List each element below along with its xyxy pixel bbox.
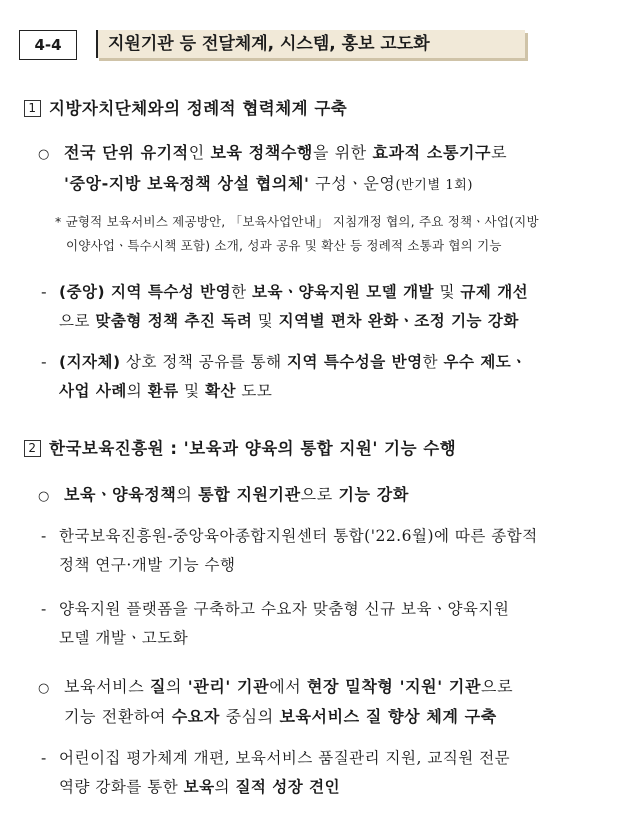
text: 의 — [176, 485, 199, 504]
dash-bullet: - — [41, 600, 47, 618]
text-bold: 질 — [149, 677, 167, 696]
text-bold: 지역별 편차 완화ㆍ조정 기능 강화 — [278, 312, 519, 330]
section-title: 지원기관 등 전달체계, 시스템, 홍보 고도화 — [96, 30, 525, 58]
s2-circle-item2-line2 — [64, 704, 497, 727]
text: 도모 — [235, 382, 273, 400]
text-bold: '중앙-지방 보육정책 상설 협의체' — [64, 174, 310, 193]
text: 의 — [166, 677, 188, 696]
text: 및 — [252, 312, 279, 330]
text: 및 — [434, 283, 461, 301]
text: 구성ㆍ운영 — [309, 174, 396, 193]
text: 상호 정책 공유를 통해 — [120, 353, 287, 371]
text: 기능 전환하여 — [64, 707, 172, 726]
circle-bullet: ○ — [38, 489, 50, 504]
text-bold: '관리' 기관 — [187, 677, 270, 696]
subsection-1-number: 1 — [24, 100, 41, 117]
s1-note-line1: * 균형적 보육서비스 제공방안, 「보육사업안내」 지침개정 협의, 주요 정책ㆍ사업(지방 — [55, 214, 539, 229]
s2-dash-item2-line1 — [41, 597, 509, 619]
text-bold: 맞춤형 정책 추진 독려 — [95, 312, 253, 330]
text-bold: 보육 — [183, 778, 215, 796]
dash-bullet: - — [41, 353, 48, 371]
text-bold: 보육 정책수행 — [210, 143, 313, 162]
dash-bullet: - — [41, 527, 47, 545]
s1-note-line2: 이양사업ㆍ특수시책 포함) 소개, 성과 공유 및 확산 등 정례적 소통과 협의 기능 — [66, 238, 502, 253]
text-bold: 통합 지원기관 — [198, 485, 301, 504]
text: 을 위한 — [313, 143, 373, 162]
s1-dash-item2-line1 — [41, 350, 527, 372]
text: 어린이집 평가체계 개편, 보육서비스 품질관리 지원, 교직원 전문 — [59, 749, 511, 767]
text: 의 — [214, 778, 236, 796]
text-bold: 기능 강화 — [338, 485, 409, 504]
subsection-1-title: 지방자치단체와의 정례적 협력체계 구축 — [49, 99, 348, 118]
text: 한국보육진흥원-중앙육아종합지원센터 통합('22.6월)에 따른 종합적 — [59, 527, 538, 545]
text: 으로 — [300, 485, 339, 504]
section-number: 4-4 — [19, 30, 77, 60]
subsection-2-title: 한국보육진흥원 : '보육과 양육의 통합 지원' 기능 수행 — [49, 439, 457, 458]
text-bold: 지역 특수성을 반영 — [287, 353, 423, 371]
text: 으로 — [59, 312, 96, 330]
circle-bullet: ○ — [38, 681, 50, 696]
subsection-1-heading — [24, 95, 347, 119]
text-bold: 보육서비스 질 향상 체계 구축 — [279, 707, 497, 726]
s2-circle-item2-line1 — [38, 674, 513, 697]
text-bold: 사업 사례 — [59, 382, 127, 400]
text: 보육서비스 — [64, 677, 150, 696]
text: 역량 강화를 통한 — [59, 778, 184, 796]
s1-circle-item-line1 — [38, 140, 507, 163]
text: (반기별 1회) — [395, 178, 474, 193]
subsection-2-heading — [24, 435, 456, 459]
text: 로 — [491, 143, 508, 162]
s2-dash-item3-line2 — [59, 775, 340, 797]
text-bold: (지자체) — [59, 353, 121, 371]
dash-bullet: - — [41, 283, 48, 301]
text: 양육지원 플랫폼을 구축하고 수요자 맞춤형 신규 보육ㆍ양육지원 — [59, 600, 510, 618]
s2-dash-item3-line1 — [41, 746, 510, 768]
text: 한 — [422, 353, 444, 371]
text-bold: 현장 밀착형 '지원' 기관 — [307, 677, 482, 696]
text: 한 — [231, 283, 253, 301]
text: 으로 — [481, 677, 514, 696]
dash-bullet: - — [41, 749, 47, 767]
text: 에서 — [269, 677, 307, 696]
text-bold: 규제 개선 — [460, 283, 529, 301]
text: 의 — [126, 382, 148, 400]
s2-circle-item1 — [38, 482, 409, 505]
s1-dash-item1-line1 — [41, 280, 528, 302]
text-bold: 전국 단위 유기적 — [64, 143, 189, 162]
s1-dash-item2-line2 — [59, 379, 272, 401]
text-bold: 보육ㆍ양육정책 — [64, 485, 177, 504]
text-bold: 보육ㆍ양육지원 모델 개발 — [252, 283, 435, 301]
text: 및 — [178, 382, 205, 400]
text-bold: 질적 성장 견인 — [235, 778, 341, 796]
s2-dash-item2-line2: 모델 개발ㆍ고도화 — [59, 629, 189, 647]
text-bold: 수요자 — [171, 707, 220, 726]
s2-dash-item1-line1 — [41, 524, 538, 546]
s2-dash-item1-line2: 정책 연구·개발 기능 수행 — [59, 556, 236, 574]
section-header — [19, 30, 525, 60]
text: 인 — [188, 143, 211, 162]
text-bold: 환류 — [147, 382, 179, 400]
subsection-2-number: 2 — [24, 440, 41, 457]
text-bold: (중앙) 지역 특수성 반영 — [59, 283, 232, 301]
circle-bullet: ○ — [38, 147, 50, 162]
text: 중심의 — [219, 707, 280, 726]
text-bold: 확산 — [204, 382, 236, 400]
s1-dash-item1-line2 — [59, 309, 519, 331]
text-bold: 우수 제도ㆍ — [443, 353, 527, 371]
text-bold: 효과적 소통기구 — [372, 143, 492, 162]
s1-circle-item-line2 — [64, 171, 473, 194]
